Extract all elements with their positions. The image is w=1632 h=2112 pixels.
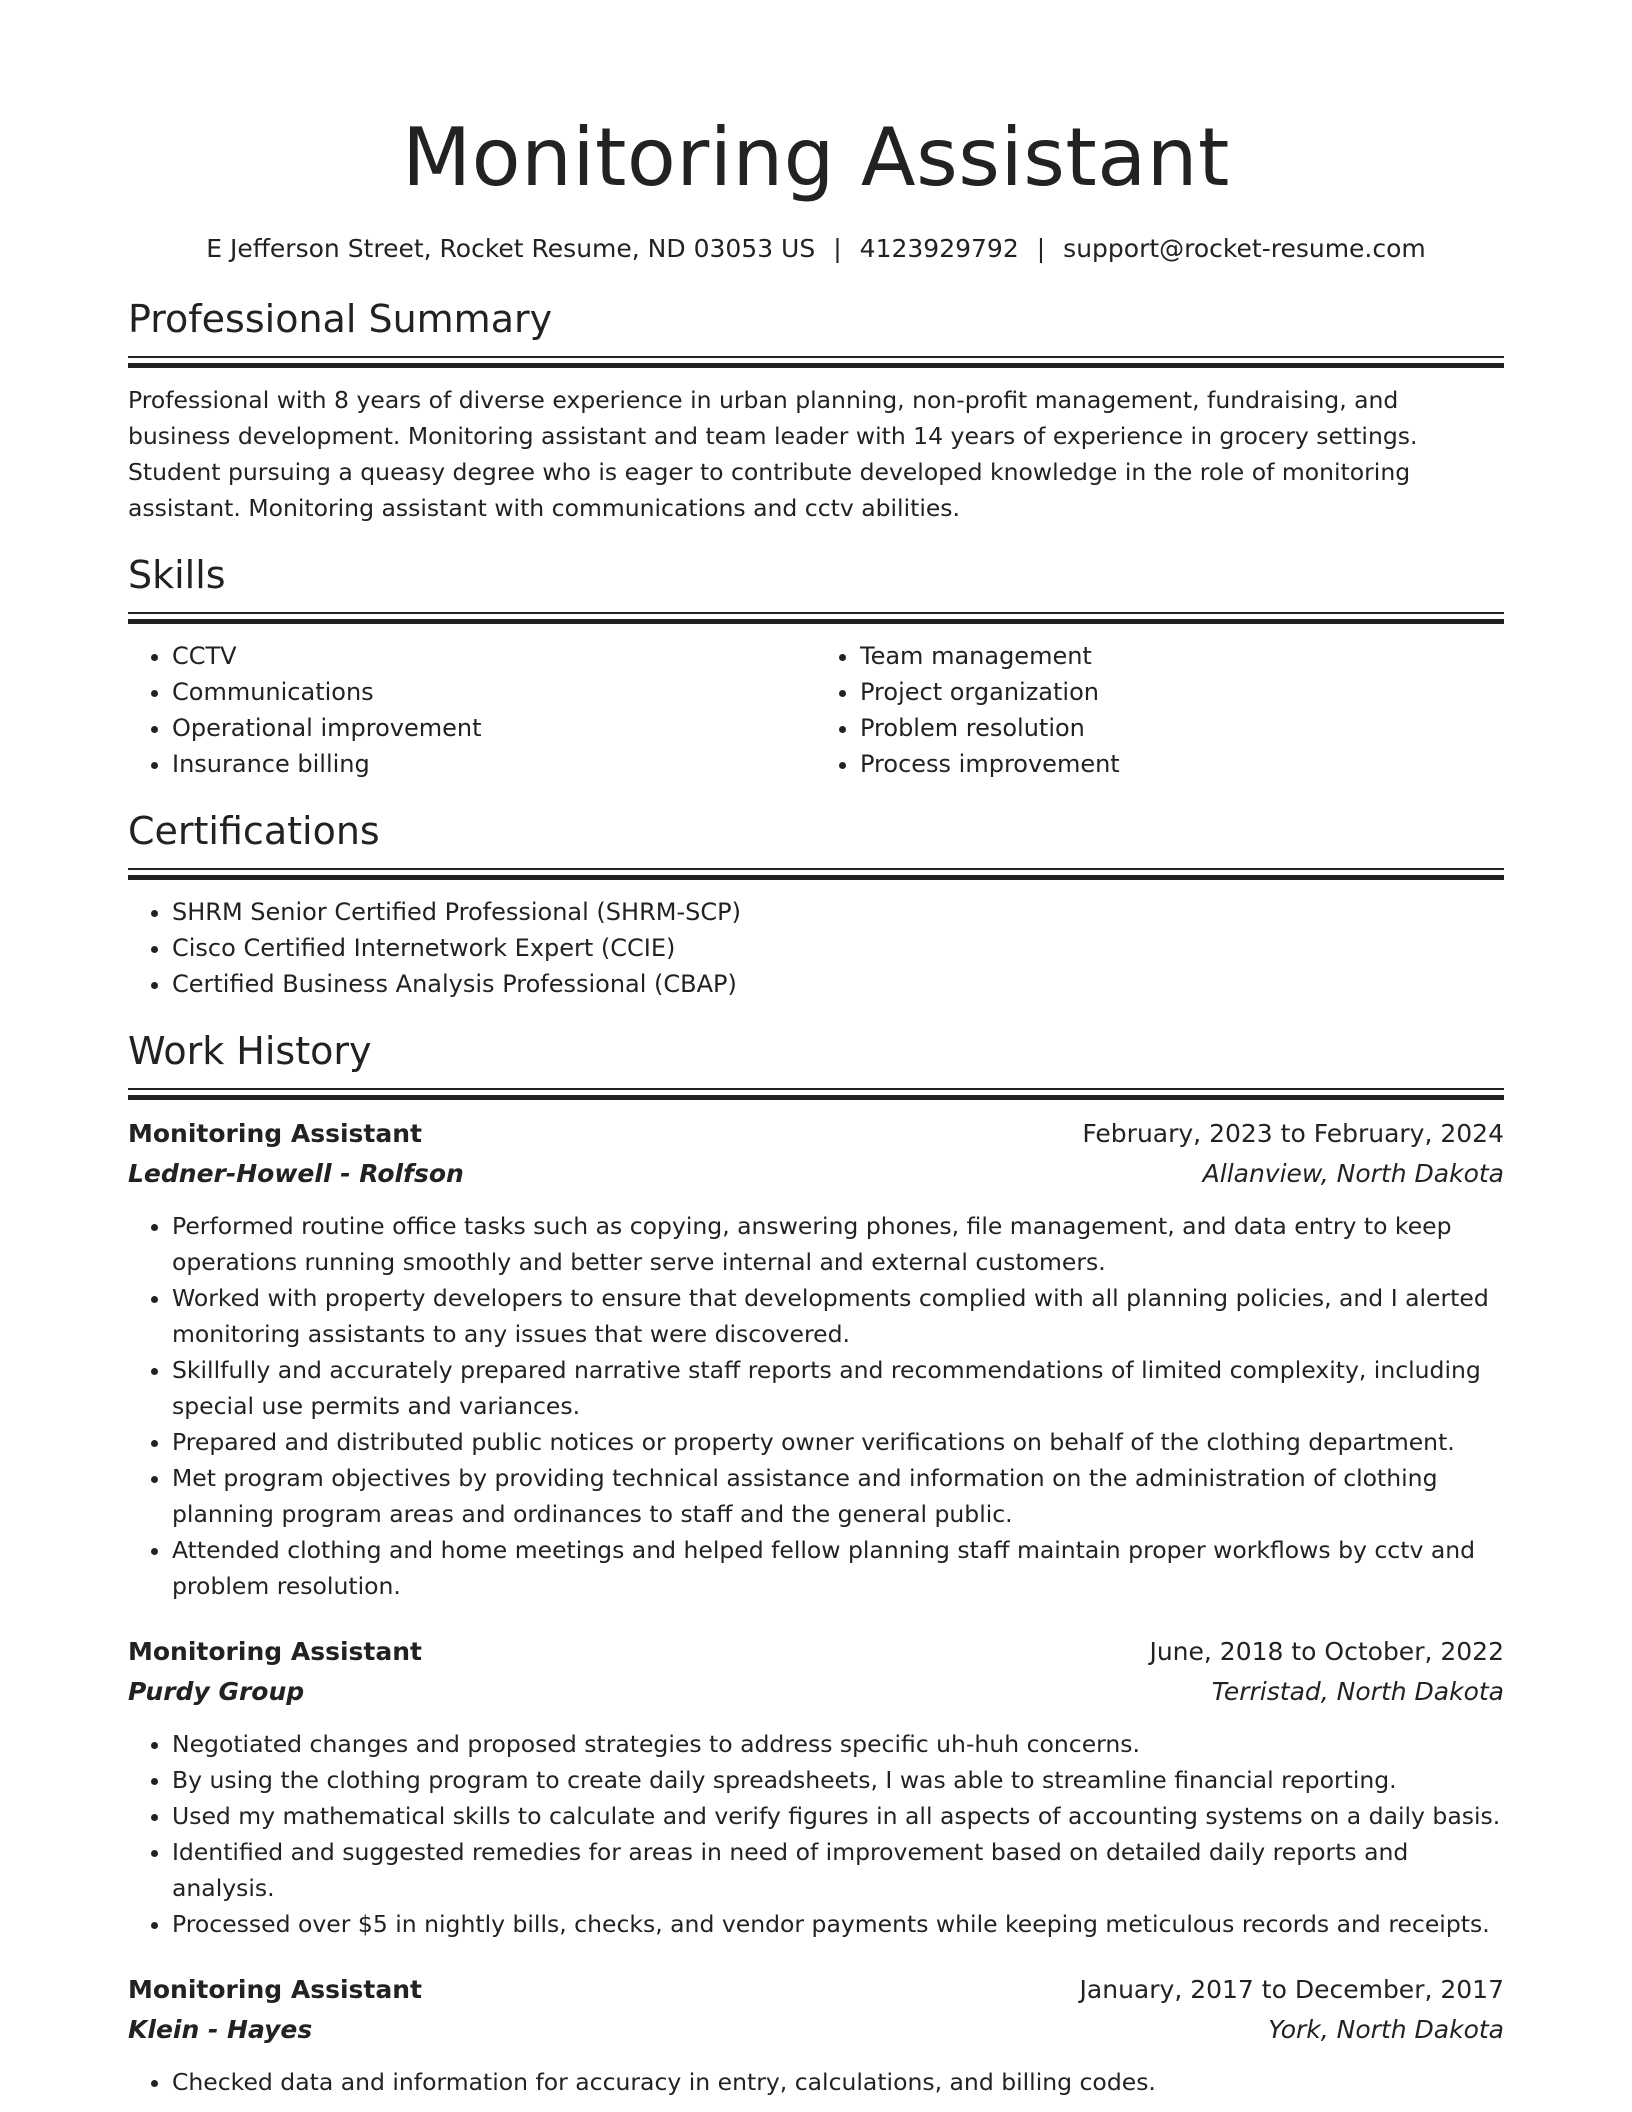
job-bullet: • Attended clothing and home meetings and helped fellow planning staff maintain proper workflows by cctv and problem resolution.	[172, 1532, 1504, 1604]
certification-item: • SHRM Senior Certified Professional (SHRM-SCP)	[172, 894, 1504, 930]
section-divider	[128, 868, 1504, 880]
job-company: Ledner-Howell - Rolfson	[128, 1159, 464, 1188]
skills-list-left	[128, 638, 816, 782]
job-bullet: • Used my mathematical skills to calculate and verify figures in all aspects of accounting systems on a daily basis.	[172, 1798, 1504, 1834]
job-title: Monitoring Assistant	[128, 1119, 422, 1148]
certification-item: • Cisco Certified Internetwork Expert (CCIE)	[172, 930, 1504, 966]
resume-page	[128, 0, 1504, 2100]
job-bullet: • Negotiated changes and proposed strategies to address specific uh-huh concerns.	[172, 1726, 1504, 1762]
job-dates: February, 2023 to February, 2024	[1082, 1119, 1504, 1148]
job-dates: January, 2017 to December, 2017	[1079, 1975, 1504, 2004]
job-company: Purdy Group	[128, 1677, 305, 1706]
job-company: Klein - Hayes	[128, 2015, 313, 2044]
skills-grid	[128, 638, 1504, 782]
job-entry	[128, 1970, 1504, 2100]
job-bullet: • By using the clothing program to create daily spreadsheets, I was able to streamline financial reporting.	[172, 1762, 1504, 1798]
section-title: Professional Summary	[128, 297, 553, 341]
contact-phone: 4123929792	[859, 234, 1019, 263]
section-title: Skills	[128, 553, 226, 597]
contact-separator: |	[1036, 234, 1046, 263]
job-bullets	[128, 2064, 1504, 2100]
job-bullet: • Processed over $5 in nightly bills, checks, and vendor payments while keeping meticulous records and receipts.	[172, 1906, 1504, 1942]
section-divider	[128, 1088, 1504, 1100]
contact-separator: |	[833, 234, 842, 263]
skill-item: • Process improvement	[860, 746, 1504, 782]
resume-name: Monitoring Assistant	[402, 111, 1230, 204]
job-location: Terristad, North Dakota	[1211, 1677, 1504, 1706]
contact-email: support@rocket-resume.com	[1063, 234, 1426, 263]
certifications-list	[128, 894, 1504, 1002]
job-entry	[128, 1114, 1504, 1604]
section-divider	[128, 356, 1504, 368]
job-bullet: • Met program objectives by providing technical assistance and information on the administration of clothing planning program areas and ordinances to staff and the general public.	[172, 1460, 1504, 1532]
section-divider	[128, 612, 1504, 624]
skill-item: • Problem resolution	[860, 710, 1504, 746]
job-location: Allanview, North Dakota	[1202, 1159, 1504, 1188]
skill-item: • Communications	[172, 674, 816, 710]
job-location: York, North Dakota	[1268, 2015, 1504, 2044]
skills-list-right	[816, 638, 1504, 782]
job-bullet: • Identified and suggested remedies for areas in need of improvement based on detailed daily reports and analysis.	[172, 1834, 1504, 1906]
certifications-section	[128, 808, 1504, 1002]
job-bullet: • Skillfully and accurately prepared narrative staff reports and recommendations of limited complexity, including special use permits and variances.	[172, 1352, 1504, 1424]
job-bullet: • Checked data and information for accuracy in entry, calculations, and billing codes.	[172, 2064, 1504, 2100]
section-title: Work History	[128, 1029, 372, 1073]
skill-item: • CCTV	[172, 638, 816, 674]
skills-section	[128, 552, 1504, 782]
job-bullet: • Prepared and distributed public notices or property owner verifications on behalf of the clothing department.	[172, 1424, 1504, 1460]
job-entry	[128, 1632, 1504, 1942]
job-bullet: • Performed routine office tasks such as copying, answering phones, file management, and data entry to keep operations running smoothly and better serve internal and external customers.	[172, 1208, 1504, 1280]
job-title: Monitoring Assistant	[128, 1637, 422, 1666]
skill-item: • Operational improvement	[172, 710, 816, 746]
certification-item: • Certified Business Analysis Professional (CBAP)	[172, 966, 1504, 1002]
contact-address: E Jefferson Street, Rocket Resume, ND 03053 US	[206, 234, 816, 263]
skill-item: • Insurance billing	[172, 746, 816, 782]
job-title: Monitoring Assistant	[128, 1975, 422, 2004]
job-bullets	[128, 1726, 1504, 1942]
skill-item: • Project organization	[860, 674, 1504, 710]
summary-section	[128, 296, 1504, 526]
job-bullets	[128, 1208, 1504, 1604]
contact-line	[128, 234, 1504, 264]
work-history-section	[128, 1028, 1504, 2100]
job-dates: June, 2018 to October, 2022	[1149, 1637, 1504, 1666]
section-title: Certifications	[128, 809, 380, 853]
skill-item: • Team management	[860, 638, 1504, 674]
job-bullet: • Worked with property developers to ensure that developments complied with all planning policies, and I alerted monitoring assistants to any issues that were discovered.	[172, 1280, 1504, 1352]
summary-text: Professional with 8 years of diverse experience in urban planning, non-profit management, fundraising, and business development. Monitoring assistant and team leader with 14 years of experience in grocery settings. Student pursuing a queasy degree who is eager to contribute developed knowledge in the role of monitoring assistant. Monitoring assistant with communications and cctv abilities.	[128, 386, 1418, 522]
